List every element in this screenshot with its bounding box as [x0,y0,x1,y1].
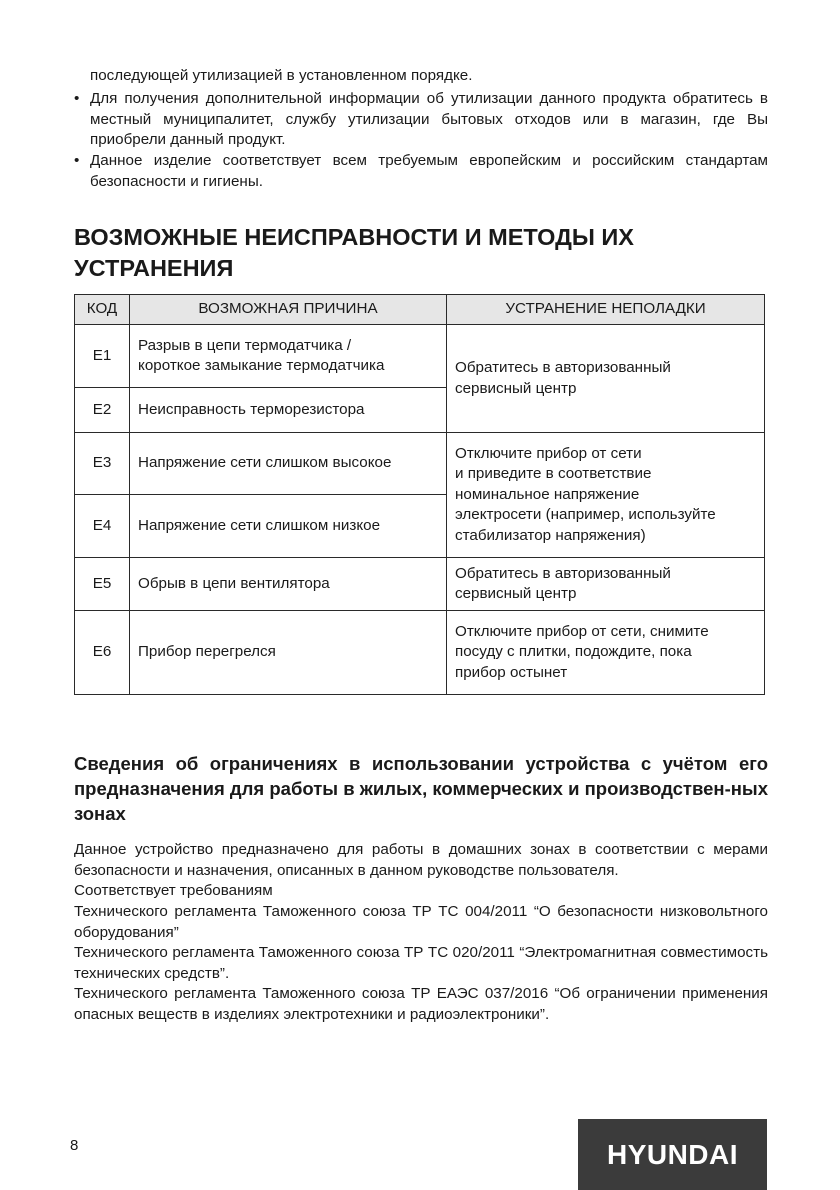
cause-cell: Напряжение сети слишком низкое [130,495,447,558]
fix-line: и приведите в соответствие [455,465,652,483]
restrictions-paragraph: Технического регламента Таможенного союза ТР ТС 004/2011 “О безопасности низковольтного оборудования” [74,903,768,941]
restrictions-paragraph: Соответствует требованиям [74,882,273,899]
fix-line: Обратитесь в авторизованный [455,564,671,582]
bullet-standards: • Данное изделие соответствует всем требуемым европейским и российским стандартам безопасности и гигиены. [74,151,768,192]
troubleshooting-title [74,222,768,284]
cause-cell [130,325,447,388]
brand-logo-text: HYUNDAI [606,1138,739,1170]
fix-cell [447,433,765,558]
code-cell: E3 [75,433,130,495]
fix-line: Обратитесь в авторизованный [455,359,671,376]
fix-cell [447,325,765,433]
title-line-1: ВОЗМОЖНЫЕ НЕИСПРАВНОСТИ И МЕТОДЫ ИХ [74,224,634,250]
fix-cell [447,611,765,695]
troubleshooting-table [74,294,765,695]
table-row [75,611,765,695]
fix-line: сервисный центр [455,585,577,602]
table-row [75,558,765,611]
restrictions-paragraph: Технического регламента Таможенного союза ТР ТС 020/2011 “Электромагнитная совместимость технических средств”. [74,944,768,982]
fix-line: прибор остынет [455,663,568,681]
code-cell: E1 [75,325,130,388]
restrictions-title: Сведения об ограничениях в использовании устройства с учётом его предназначения для работы в жилых, коммерческих и производствен-ных зонах [74,753,768,824]
cause-line: Разрыв в цепи термодатчика / [138,336,352,354]
cause-line: короткое замыкание термодатчика [138,357,385,374]
header-code: КОД [75,295,130,325]
cause-cell: Напряжение сети слишком высокое [130,433,447,495]
table-row [75,325,765,388]
table-header-row [75,295,765,325]
bullet-disposal-info: • Для получения дополнительной информации об утилизации данного продукта обратитесь в местный муниципалитет, службу утилизации бытовых отходов или в магазин, где Вы приобрели данный продукт. [74,89,768,151]
cause-cell: Обрыв в цепи вентилятора [130,558,447,611]
code-cell: E5 [75,558,130,611]
code-cell: E2 [75,388,130,433]
cause-cell: Прибор перегрелся [130,611,447,695]
title-line-2: УСТРАНЕНИЯ [74,255,234,281]
fix-line: Отключите прибор от сети [455,444,642,462]
restrictions-paragraph: Данное устройство предназначено для работы в домашних зонах в соответствии с мерами безопасности и назначения, описанных в данном руководстве пользователя. [74,841,768,879]
table-row [75,433,765,495]
fix-line: сервисный центр [455,379,577,397]
fix-line: номинальное напряжение [455,485,640,503]
page-number: 8 [70,1137,79,1154]
header-fix: УСТРАНЕНИЕ НЕПОЛАДКИ [447,295,765,325]
code-cell: E4 [75,495,130,558]
cause-cell: Неисправность терморезистора [130,388,447,433]
intro-continuation: последующей утилизацией в установленном порядке. [90,67,473,84]
code-cell: E6 [75,611,130,695]
restrictions-paragraph: Технического регламента Таможенного союза ТР ЕАЭС 037/2016 “Об ограничении применения опасных веществ в изделиях электротехники и радиоэлектроники”. [74,985,768,1023]
fix-line: посуду с плитки, подождите, пока [455,643,692,661]
fix-line: стабилизатор напряжения) [455,526,646,544]
fix-cell [447,558,765,611]
fix-line: Отключите прибор от сети, снимите [455,622,709,640]
header-cause: ВОЗМОЖНАЯ ПРИЧИНА [130,295,447,325]
fix-line: электросети (например, используйте [455,506,716,524]
brand-logo [578,1119,767,1190]
